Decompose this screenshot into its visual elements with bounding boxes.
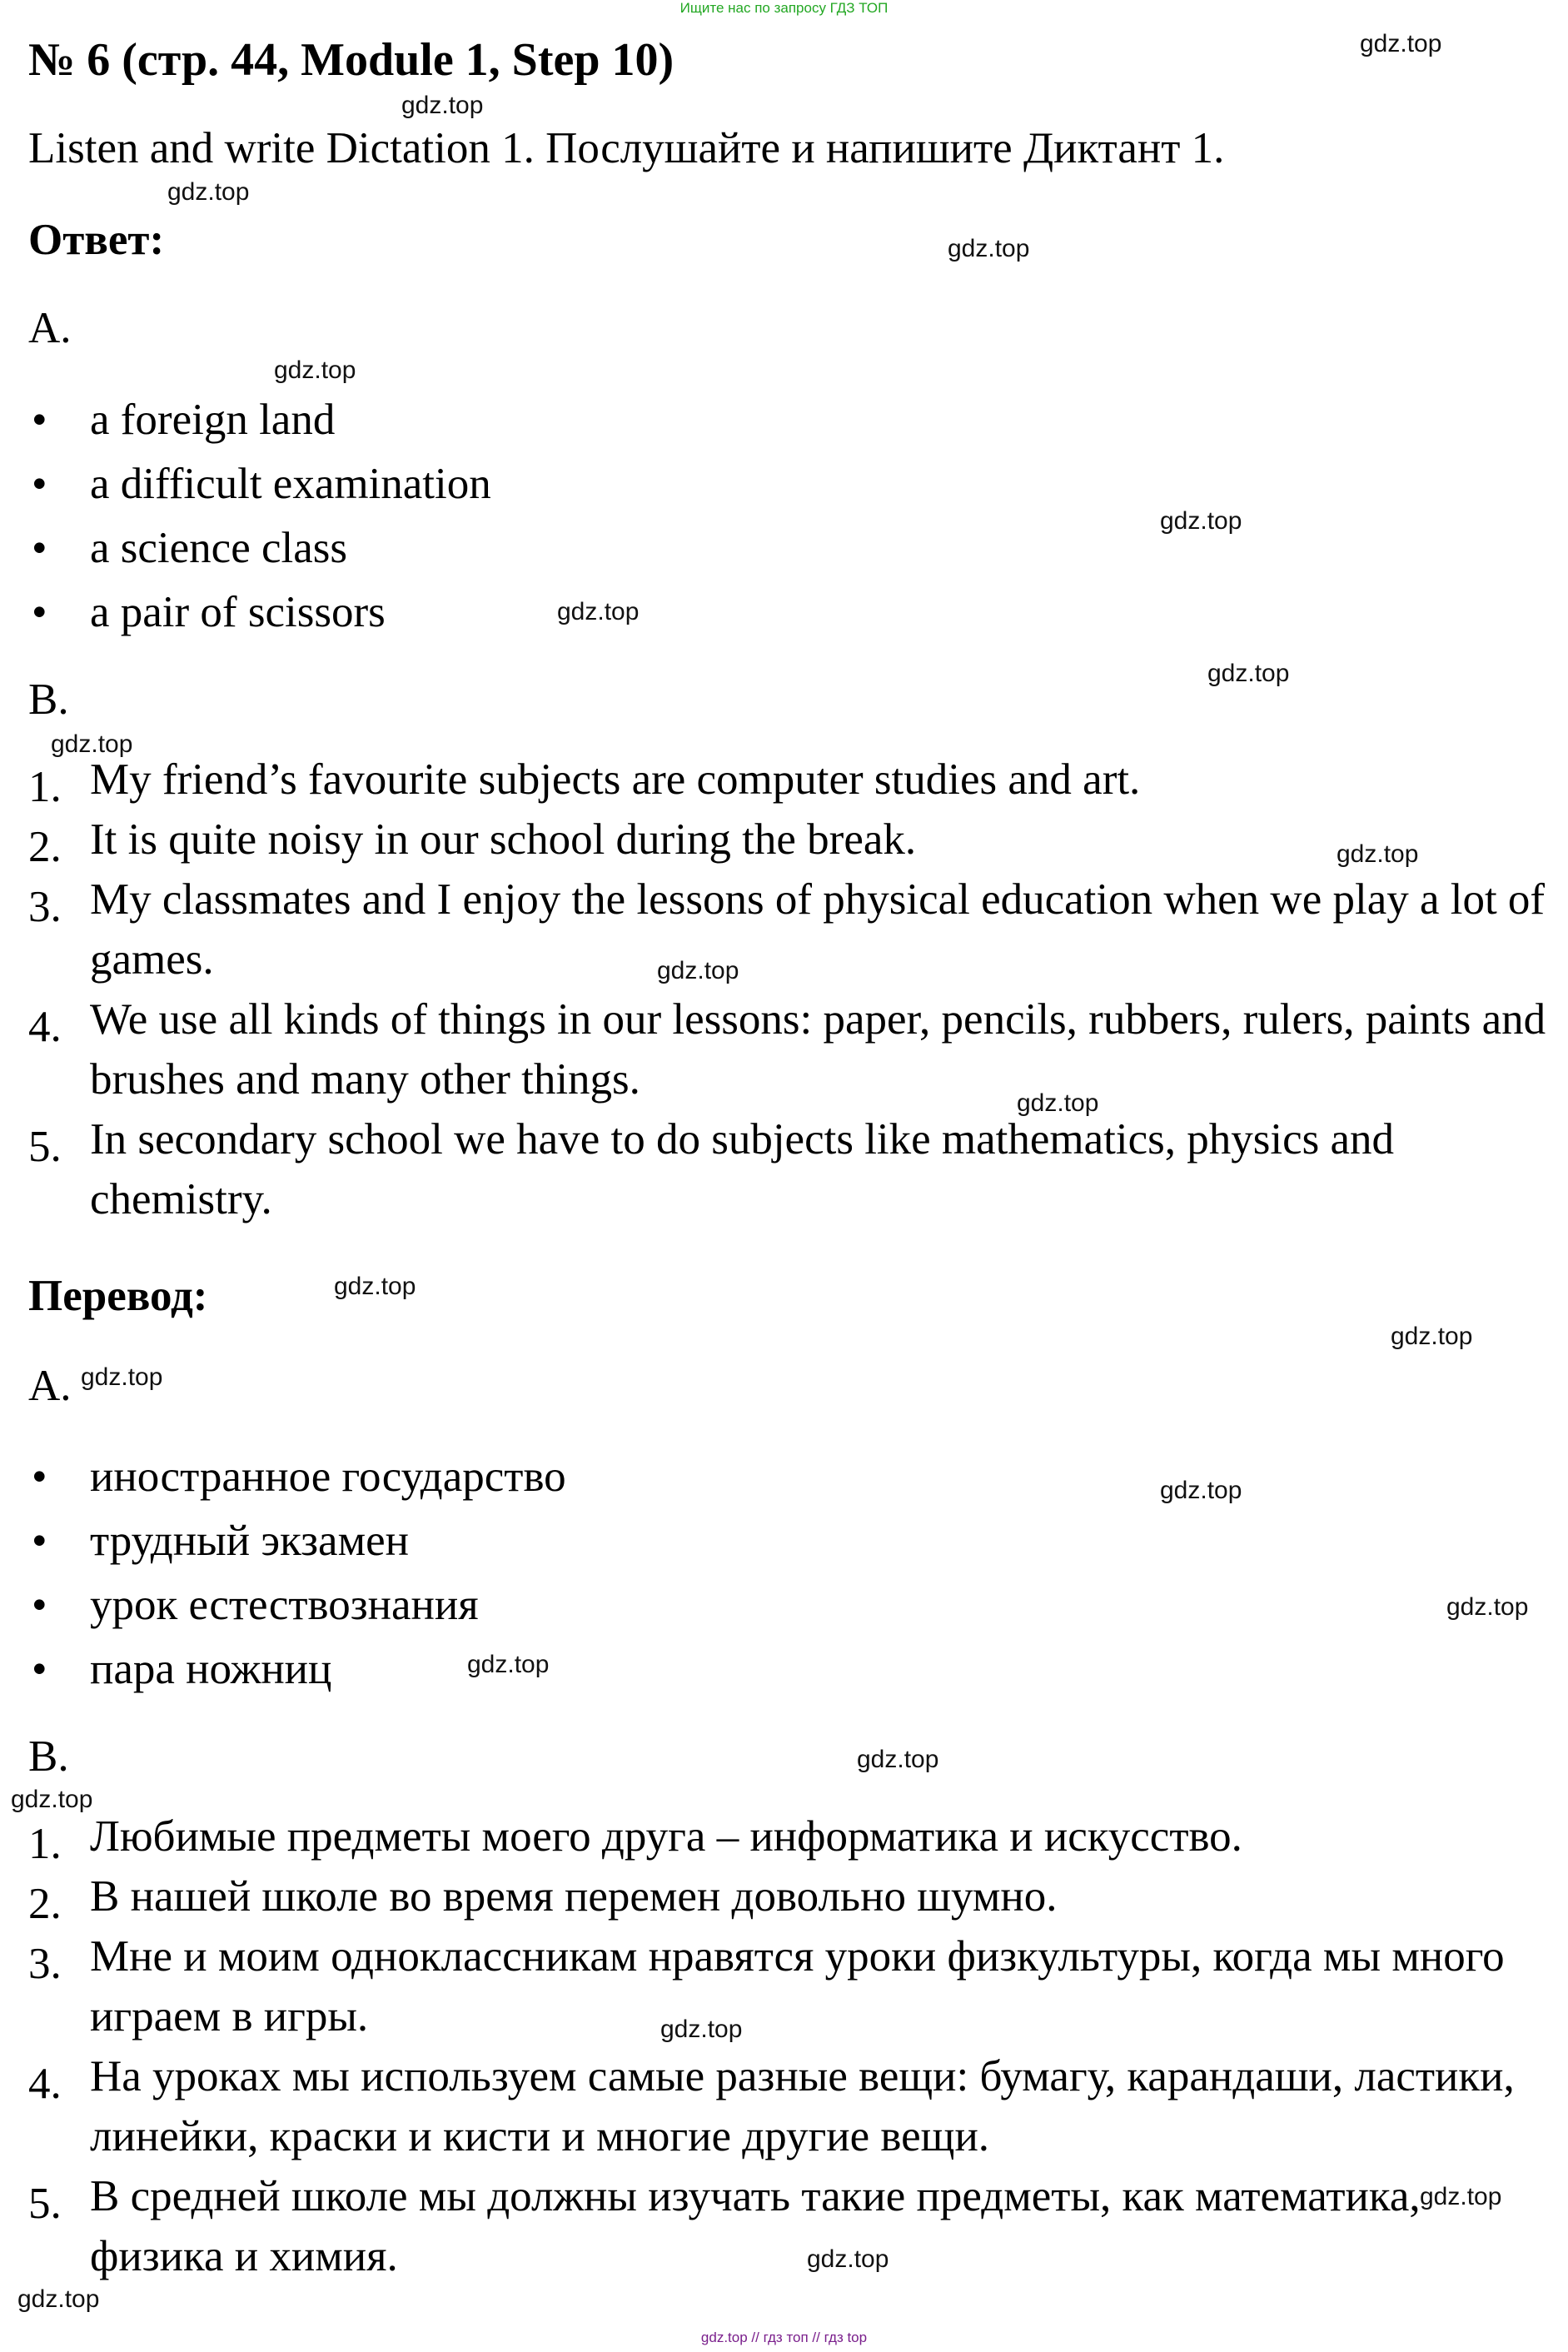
answer-a-item: a pair of scissors	[90, 588, 386, 636]
bullet-icon: •	[32, 396, 47, 444]
answer-b-sentence: It is quite noisy in our school during the break.	[90, 815, 917, 864]
bullet-icon: •	[32, 588, 47, 636]
watermark: gdz.top	[1391, 1323, 1473, 1350]
watermark: gdz.top	[948, 235, 1030, 262]
translation-b-sentence: Мне и моим одноклассникам нравятся уроки физкультуры, когда мы много играем в игры.	[90, 1932, 1505, 2041]
watermark: gdz.top	[81, 1363, 163, 1391]
translation-b-sentence: В средней школе мы должны изучать такие предметы, как математика, физика и химия.	[90, 2172, 1421, 2280]
answer-heading: Ответ:	[28, 216, 165, 264]
list-number: 1.	[28, 763, 62, 811]
bullet-icon: •	[32, 1453, 47, 1501]
watermark: gdz.top	[1160, 1477, 1242, 1504]
translation-b-sentence: Любимые предметы моего друга – информатика и искусство.	[90, 1812, 1242, 1861]
answer-a-item: a science class	[90, 524, 347, 572]
list-number: 3.	[28, 883, 62, 931]
instruction-text: Listen and write Dictation 1. Послушайте и напишите Диктант 1.	[28, 124, 1225, 172]
watermark: gdz.top	[857, 1746, 939, 1773]
answer-a-item: a difficult examination	[90, 460, 491, 508]
watermark: gdz.top	[334, 1273, 416, 1300]
list-number: 5.	[28, 2180, 62, 2228]
watermark: gdz.top	[17, 2285, 100, 2313]
bottom-banner: gdz.top // гдз топ // гдз top	[700, 2330, 868, 2345]
watermark: gdz.top	[1420, 2183, 1502, 2210]
list-number: 2.	[28, 1880, 62, 1928]
watermark: gdz.top	[807, 2245, 889, 2273]
watermark: gdz.top	[467, 1651, 550, 1678]
watermark: gdz.top	[657, 957, 739, 984]
answer-b-sentence: We use all kinds of things in our lessons: paper, pencils, rubbers, rulers, paints and brushes and many other things.	[90, 995, 1546, 1104]
bullet-icon: •	[32, 524, 47, 572]
list-number: 4.	[28, 1003, 62, 1051]
answer-b-sentence: My friend’s favourite subjects are computer studies and art.	[90, 755, 1141, 804]
translation-a-item: пара ножниц	[90, 1645, 332, 1693]
list-number: 5.	[28, 1123, 62, 1171]
watermark: gdz.top	[660, 2016, 743, 2043]
bullet-icon: •	[32, 1581, 47, 1629]
answer-b-label: B.	[28, 675, 69, 724]
translation-a-item: иностранное государство	[90, 1453, 566, 1501]
watermark: gdz.top	[51, 730, 133, 758]
watermark: gdz.top	[1446, 1593, 1529, 1621]
list-number: 4.	[28, 2060, 62, 2108]
translation-a-label: A.	[28, 1362, 72, 1410]
translation-b-label: B.	[28, 1732, 69, 1781]
watermark: gdz.top	[1207, 660, 1290, 687]
watermark: gdz.top	[401, 92, 484, 119]
translation-b-sentence: В нашей школе во время перемен довольно шумно.	[90, 1872, 1058, 1921]
watermark: gdz.top	[557, 598, 640, 625]
watermark: gdz.top	[274, 356, 356, 384]
answer-a-label: A.	[28, 304, 72, 352]
bullet-icon: •	[32, 1517, 47, 1565]
top-banner: Ищите нас по запросу ГДЗ ТОП	[679, 0, 889, 16]
translation-a-item: урок естествознания	[90, 1581, 479, 1629]
translation-heading: Перевод:	[28, 1272, 208, 1320]
list-number: 3.	[28, 1940, 62, 1988]
answer-a-item: a foreign land	[90, 396, 336, 444]
translation-b-sentence: На уроках мы используем самые разные вещи: бумагу, карандаши, ластики, линейки, краски и кисти и многие другие вещи.	[90, 2052, 1515, 2160]
watermark: gdz.top	[1160, 507, 1242, 535]
page-title: № 6 (стр. 44, Module 1, Step 10)	[28, 34, 674, 86]
list-number: 2.	[28, 823, 62, 871]
bullet-icon: •	[32, 460, 47, 508]
bullet-icon: •	[32, 1645, 47, 1693]
watermark: gdz.top	[1017, 1089, 1099, 1117]
answer-b-sentence: My classmates and I enjoy the lessons of physical education when we play a lot of games.	[90, 875, 1546, 984]
watermark: gdz.top	[1337, 840, 1419, 868]
watermark: gdz.top	[1360, 30, 1442, 57]
watermark: gdz.top	[167, 178, 250, 206]
translation-a-item: трудный экзамен	[90, 1517, 410, 1565]
watermark: gdz.top	[11, 1786, 93, 1813]
list-number: 1.	[28, 1820, 62, 1868]
answer-b-sentence: In secondary school we have to do subjects like mathematics, physics and chemistry.	[90, 1115, 1395, 1223]
